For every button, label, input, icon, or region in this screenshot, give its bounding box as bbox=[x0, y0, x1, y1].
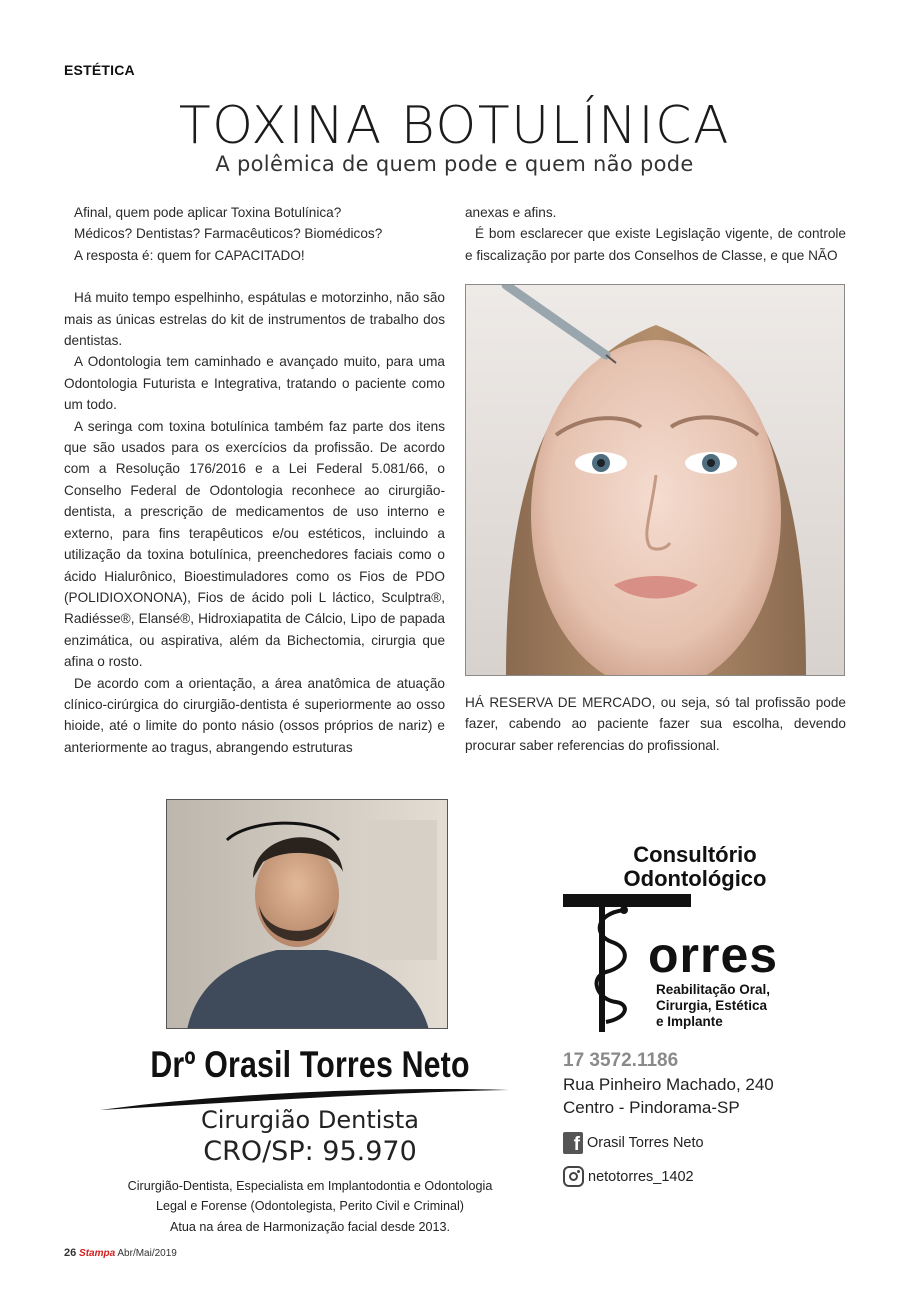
logo-line-1: Consultório bbox=[633, 842, 757, 867]
article-paragraph: De acordo com a orientação, a área anatômica de atuação clínico-cirúrgica do cirurgião-dentista é superiormente ao osso hioide, até o limite do ponto násio (ossos próprios de nariz) e anteriormente ao tragus, abrangendo estruturas bbox=[64, 675, 445, 755]
logo-subtitle bbox=[656, 982, 770, 1030]
page-number: 26 bbox=[64, 1247, 77, 1259]
botox-injection-photo bbox=[465, 284, 845, 676]
issue-date: Abr/Mai/2019 bbox=[117, 1248, 177, 1259]
instagram-handle: netotorres_1402 bbox=[588, 1168, 694, 1185]
section-label: ESTÉTICA bbox=[64, 62, 135, 78]
article-subtitle: A polêmica de quem pode e quem não pode bbox=[215, 152, 694, 176]
logo-word: orres bbox=[648, 927, 779, 983]
logo-subtitle-line: Cirurgia, Estética bbox=[656, 998, 768, 1013]
description-line: Legal e Forense (Odontolegista, Perito Civil e Criminal) bbox=[156, 1199, 464, 1213]
intro-line: A resposta é: quem for CAPACITADO! bbox=[74, 247, 305, 263]
article-paragraph: A Odontologia tem caminhado e avançado muito, para uma Odontologia Futurista e Integrativa, tratando o paciente como um todo. bbox=[64, 354, 445, 413]
doctor-name: Drº Orasil Torres Neto bbox=[150, 1044, 470, 1085]
logo-subtitle-line: e Implante bbox=[656, 1014, 723, 1029]
article-title: TOXINA BOTULÍNICA bbox=[178, 96, 731, 156]
contact-phone[interactable]: 17 3572.1186 bbox=[563, 1050, 679, 1071]
caduceus-icon bbox=[590, 892, 650, 1034]
description-line: Atua na área de Harmonização facial desde 2013. bbox=[169, 1220, 451, 1234]
article-paragraph: Há muito tempo espelhinho, espátulas e motorzinho, não são mais as únicas estrelas do kit de instrumentos de trabalho dos dentistas. bbox=[64, 290, 445, 349]
logo-subtitle-line: Reabilitação Oral, bbox=[656, 982, 771, 997]
clinic-logo bbox=[560, 840, 830, 1035]
doctor-cro: CRO/SP: 95.970 bbox=[203, 1136, 417, 1167]
page-folio bbox=[64, 1247, 177, 1259]
article-paragraph: A seringa com toxina botulínica também faz parte dos itens que são usados para os exercícios da profissão. De acordo com a Resolução 176/2016 e a Lei Federal 5.081/66, o Conselho Federal de Odontologia reconhece ao cirurgião-dentista, a prescrição de medicamentos de uso interno e externo, para fins terapêuticos e/ou estéticos, incluindo a utilização da toxina botulínica, preenchedores faciais como o ácido Hialurônico, Bioestimuladores como os Fios de PDO (POLIDIOXONONA), Fios de ácido poli L láctico, Sculptra®, Radiésse®, Elansé®, Hidroxiapatita de Cálcio, Lipo de papada enzimática, ou aspirativa, além da Bichectomia, cirurgia que afina o rosto. bbox=[64, 418, 445, 670]
article-paragraph: É bom esclarecer que existe Legislação vigente, de controle e fiscalização por parte dos Conselhos de Classe, e que NÃO bbox=[465, 226, 846, 263]
contact-address-street: Rua Pinheiro Machado, 240 bbox=[563, 1075, 774, 1094]
description-line: Cirurgião-Dentista, Especialista em Implantodontia e Odontologia bbox=[127, 1179, 493, 1193]
logo-line-2: Odontológico bbox=[623, 866, 767, 891]
article-column-right-bottom bbox=[465, 692, 846, 756]
intro-line: Médicos? Dentistas? Farmacêuticos? Biomédicos? bbox=[74, 226, 383, 242]
article-column-left bbox=[64, 202, 445, 758]
instagram-link[interactable] bbox=[563, 1166, 694, 1187]
article-continuation: anexas e afins. bbox=[465, 205, 557, 220]
doctor-description bbox=[100, 1176, 520, 1237]
dentist-portrait-photo bbox=[166, 799, 448, 1029]
article-paragraph: HÁ RESERVA DE MERCADO, ou seja, só tal profissão pode fazer, cabendo ao paciente fazer sua escolha, devendo procurar saber referencias do profissional. bbox=[465, 695, 846, 753]
facebook-link[interactable] bbox=[563, 1132, 704, 1154]
instagram-icon bbox=[563, 1166, 584, 1187]
contact-address-city: Centro - Pindorama-SP bbox=[563, 1098, 740, 1117]
facebook-icon: f bbox=[563, 1132, 583, 1154]
facebook-handle: Orasil Torres Neto bbox=[587, 1135, 704, 1151]
magazine-brand: Stampa bbox=[79, 1248, 116, 1259]
article-column-right-top bbox=[465, 202, 846, 266]
intro-line: Afinal, quem pode aplicar Toxina Botulínica? bbox=[74, 205, 342, 220]
doctor-role: Cirurgião Dentista bbox=[200, 1106, 420, 1134]
